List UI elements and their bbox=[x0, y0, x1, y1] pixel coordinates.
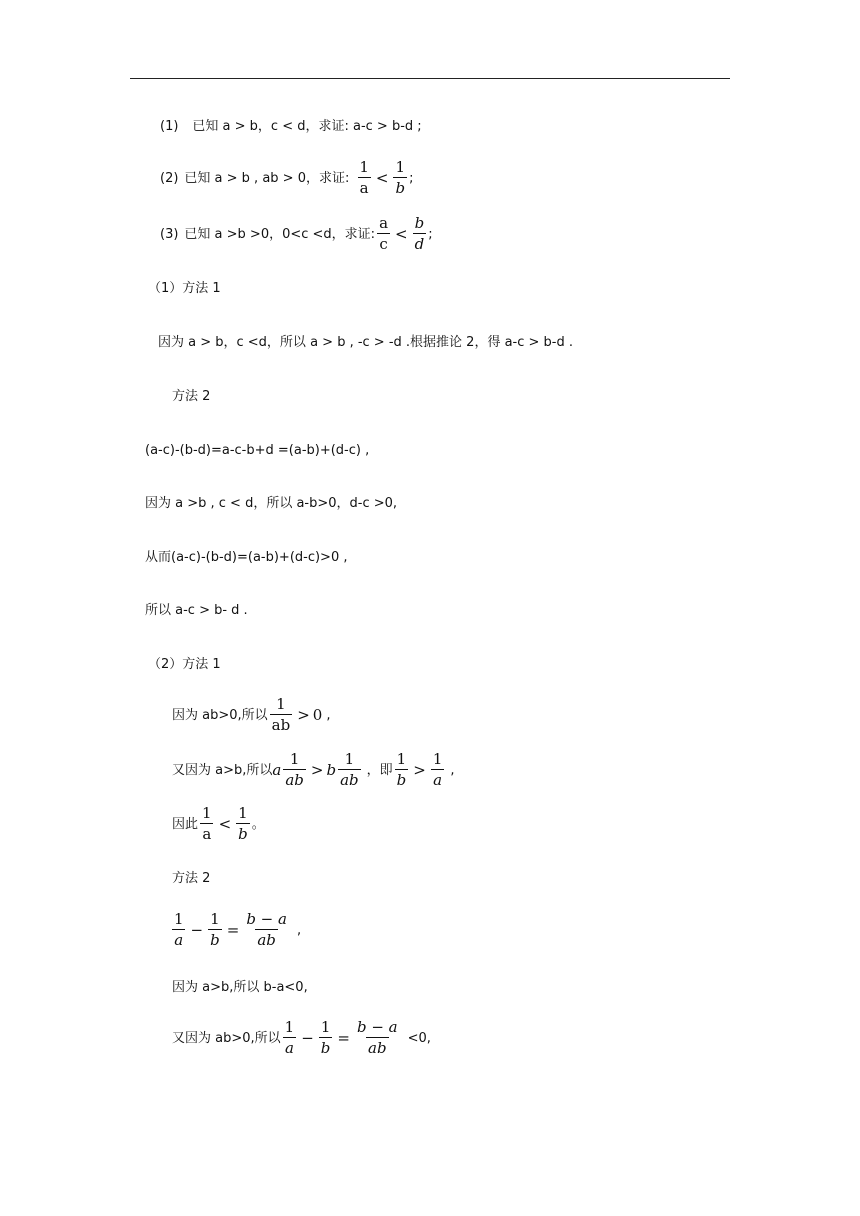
fraction-1-over-a: $\frac{1}{a}$ bbox=[359, 158, 369, 197]
solution-2-method-1-line-2 bbox=[172, 752, 455, 788]
comma: , bbox=[296, 922, 302, 938]
fraction-1-over-b: $\frac{1}{b}$ bbox=[238, 804, 248, 843]
solution-1-method-2-line-2: 因为 a >b , c < d，所以 a-b>0，d-c >0, bbox=[145, 496, 398, 511]
solution-2-method-2-line-3 bbox=[172, 1020, 431, 1056]
problem-3-tail: ; bbox=[428, 226, 433, 242]
problem-3-number: (3) bbox=[160, 226, 179, 242]
fraction-1-over-ab-italic: $\frac{1}{ab}$ bbox=[340, 750, 359, 789]
solution-2-method-1-line-3 bbox=[172, 806, 265, 842]
solution-2-m1-l1-text: 因为 ab>0,所以 bbox=[172, 707, 268, 723]
solution-1-method-2-heading: 方法 2 bbox=[172, 389, 211, 404]
zero: 0 bbox=[312, 705, 323, 724]
solution-2-method-2-line-2: 因为 a>b,所以 b-a<0, bbox=[172, 980, 308, 995]
fraction-1-over-a: $\frac{1}{a}$ bbox=[174, 910, 184, 949]
solution-1-method-1: 因为 a > b，c <d，所以 a > b , -c > -d .根据推论 2，得 a-c > b-d . bbox=[158, 335, 573, 350]
fraction-1-over-b: $\frac{1}{b}$ bbox=[395, 158, 406, 197]
less-than-sign: < bbox=[218, 814, 232, 833]
minus-sign: − bbox=[190, 920, 204, 939]
less-than-sign: < bbox=[395, 224, 408, 243]
comma: , bbox=[326, 707, 331, 723]
comma: , bbox=[450, 762, 455, 778]
header-rule bbox=[130, 78, 730, 79]
fraction-1-over-a: $\frac{1}{a}$ bbox=[284, 1018, 295, 1057]
fraction-1-over-a: $\frac{1}{a}$ bbox=[202, 804, 212, 843]
problem-2-number: (2) bbox=[160, 170, 179, 186]
fraction-1-over-b: $\frac{1}{b}$ bbox=[396, 750, 407, 789]
less-than-zero: <0, bbox=[407, 1030, 431, 1046]
problem-1-number: (1) bbox=[160, 119, 179, 134]
fraction-1-over-ab-italic: $\frac{1}{ab}$ bbox=[285, 750, 304, 789]
fraction-1-over-ab: $\frac{1}{ab}$ bbox=[271, 695, 291, 734]
fraction-b-over-d: $\frac{b}{d}$ bbox=[414, 214, 425, 253]
problem-2-tail: ; bbox=[409, 170, 414, 186]
fraction-1-over-a: $\frac{1}{a}$ bbox=[432, 750, 443, 789]
var-a: a bbox=[272, 760, 282, 779]
problem-3-text: 已知 a >b >0，0<c <d，求证: bbox=[184, 226, 376, 242]
greater-than-sign: > bbox=[297, 705, 310, 724]
solution-1-heading: （1）方法 1 bbox=[148, 281, 221, 296]
solution-1-method-2-line-4: 所以 a-c > b- d . bbox=[145, 603, 248, 618]
solution-2-method-2-heading: 方法 2 bbox=[172, 871, 211, 886]
period: 。 bbox=[251, 816, 265, 832]
fraction-b-minus-a-over-ab: $\frac{b - a}{ab}$ bbox=[246, 910, 287, 949]
solution-2-heading: （2）方法 1 bbox=[148, 657, 221, 672]
problem-1-text: 已知 a > b，c < d，求证: a-c > b-d ; bbox=[192, 119, 422, 134]
greater-than-sign: > bbox=[413, 760, 426, 779]
solution-2-m1-l2-mid: ，即 bbox=[366, 762, 393, 778]
problem-2 bbox=[160, 160, 413, 196]
minus-sign: − bbox=[301, 1028, 314, 1047]
fraction-b-minus-a-over-ab: $\frac{b - a}{ab}$ bbox=[356, 1018, 398, 1057]
solution-1-method-2-line-1: (a-c)-(b-d)=a-c-b+d =(a-b)+(d-c) , bbox=[145, 443, 370, 458]
equals-sign: = bbox=[226, 920, 240, 939]
less-than-sign: < bbox=[375, 168, 389, 187]
var-b: b bbox=[326, 760, 337, 779]
fraction-1-over-b: $\frac{1}{b}$ bbox=[320, 1018, 331, 1057]
problem-2-text: 已知 a > b , ab > 0，求证: bbox=[184, 170, 350, 186]
solution-2-method-1-line-1 bbox=[172, 697, 330, 733]
problem-3 bbox=[160, 216, 433, 252]
equals-sign: = bbox=[337, 1028, 350, 1047]
fraction-1-over-b: $\frac{1}{b}$ bbox=[210, 910, 220, 949]
solution-2-m2-l3-text: 又因为 ab>0,所以 bbox=[172, 1030, 281, 1046]
fraction-a-over-c: $\frac{a}{c}$ bbox=[379, 214, 389, 253]
solution-2-m1-l2-text: 又因为 a>b,所以 bbox=[172, 762, 273, 778]
solution-2-method-2-line-1 bbox=[170, 912, 301, 948]
solution-1-method-2-line-3: 从而(a-c)-(b-d)=(a-b)+(d-c)>0 , bbox=[145, 550, 348, 565]
solution-2-m1-l3-text: 因此 bbox=[172, 816, 199, 832]
greater-than-sign: > bbox=[310, 760, 324, 779]
problem-1 bbox=[160, 120, 422, 133]
